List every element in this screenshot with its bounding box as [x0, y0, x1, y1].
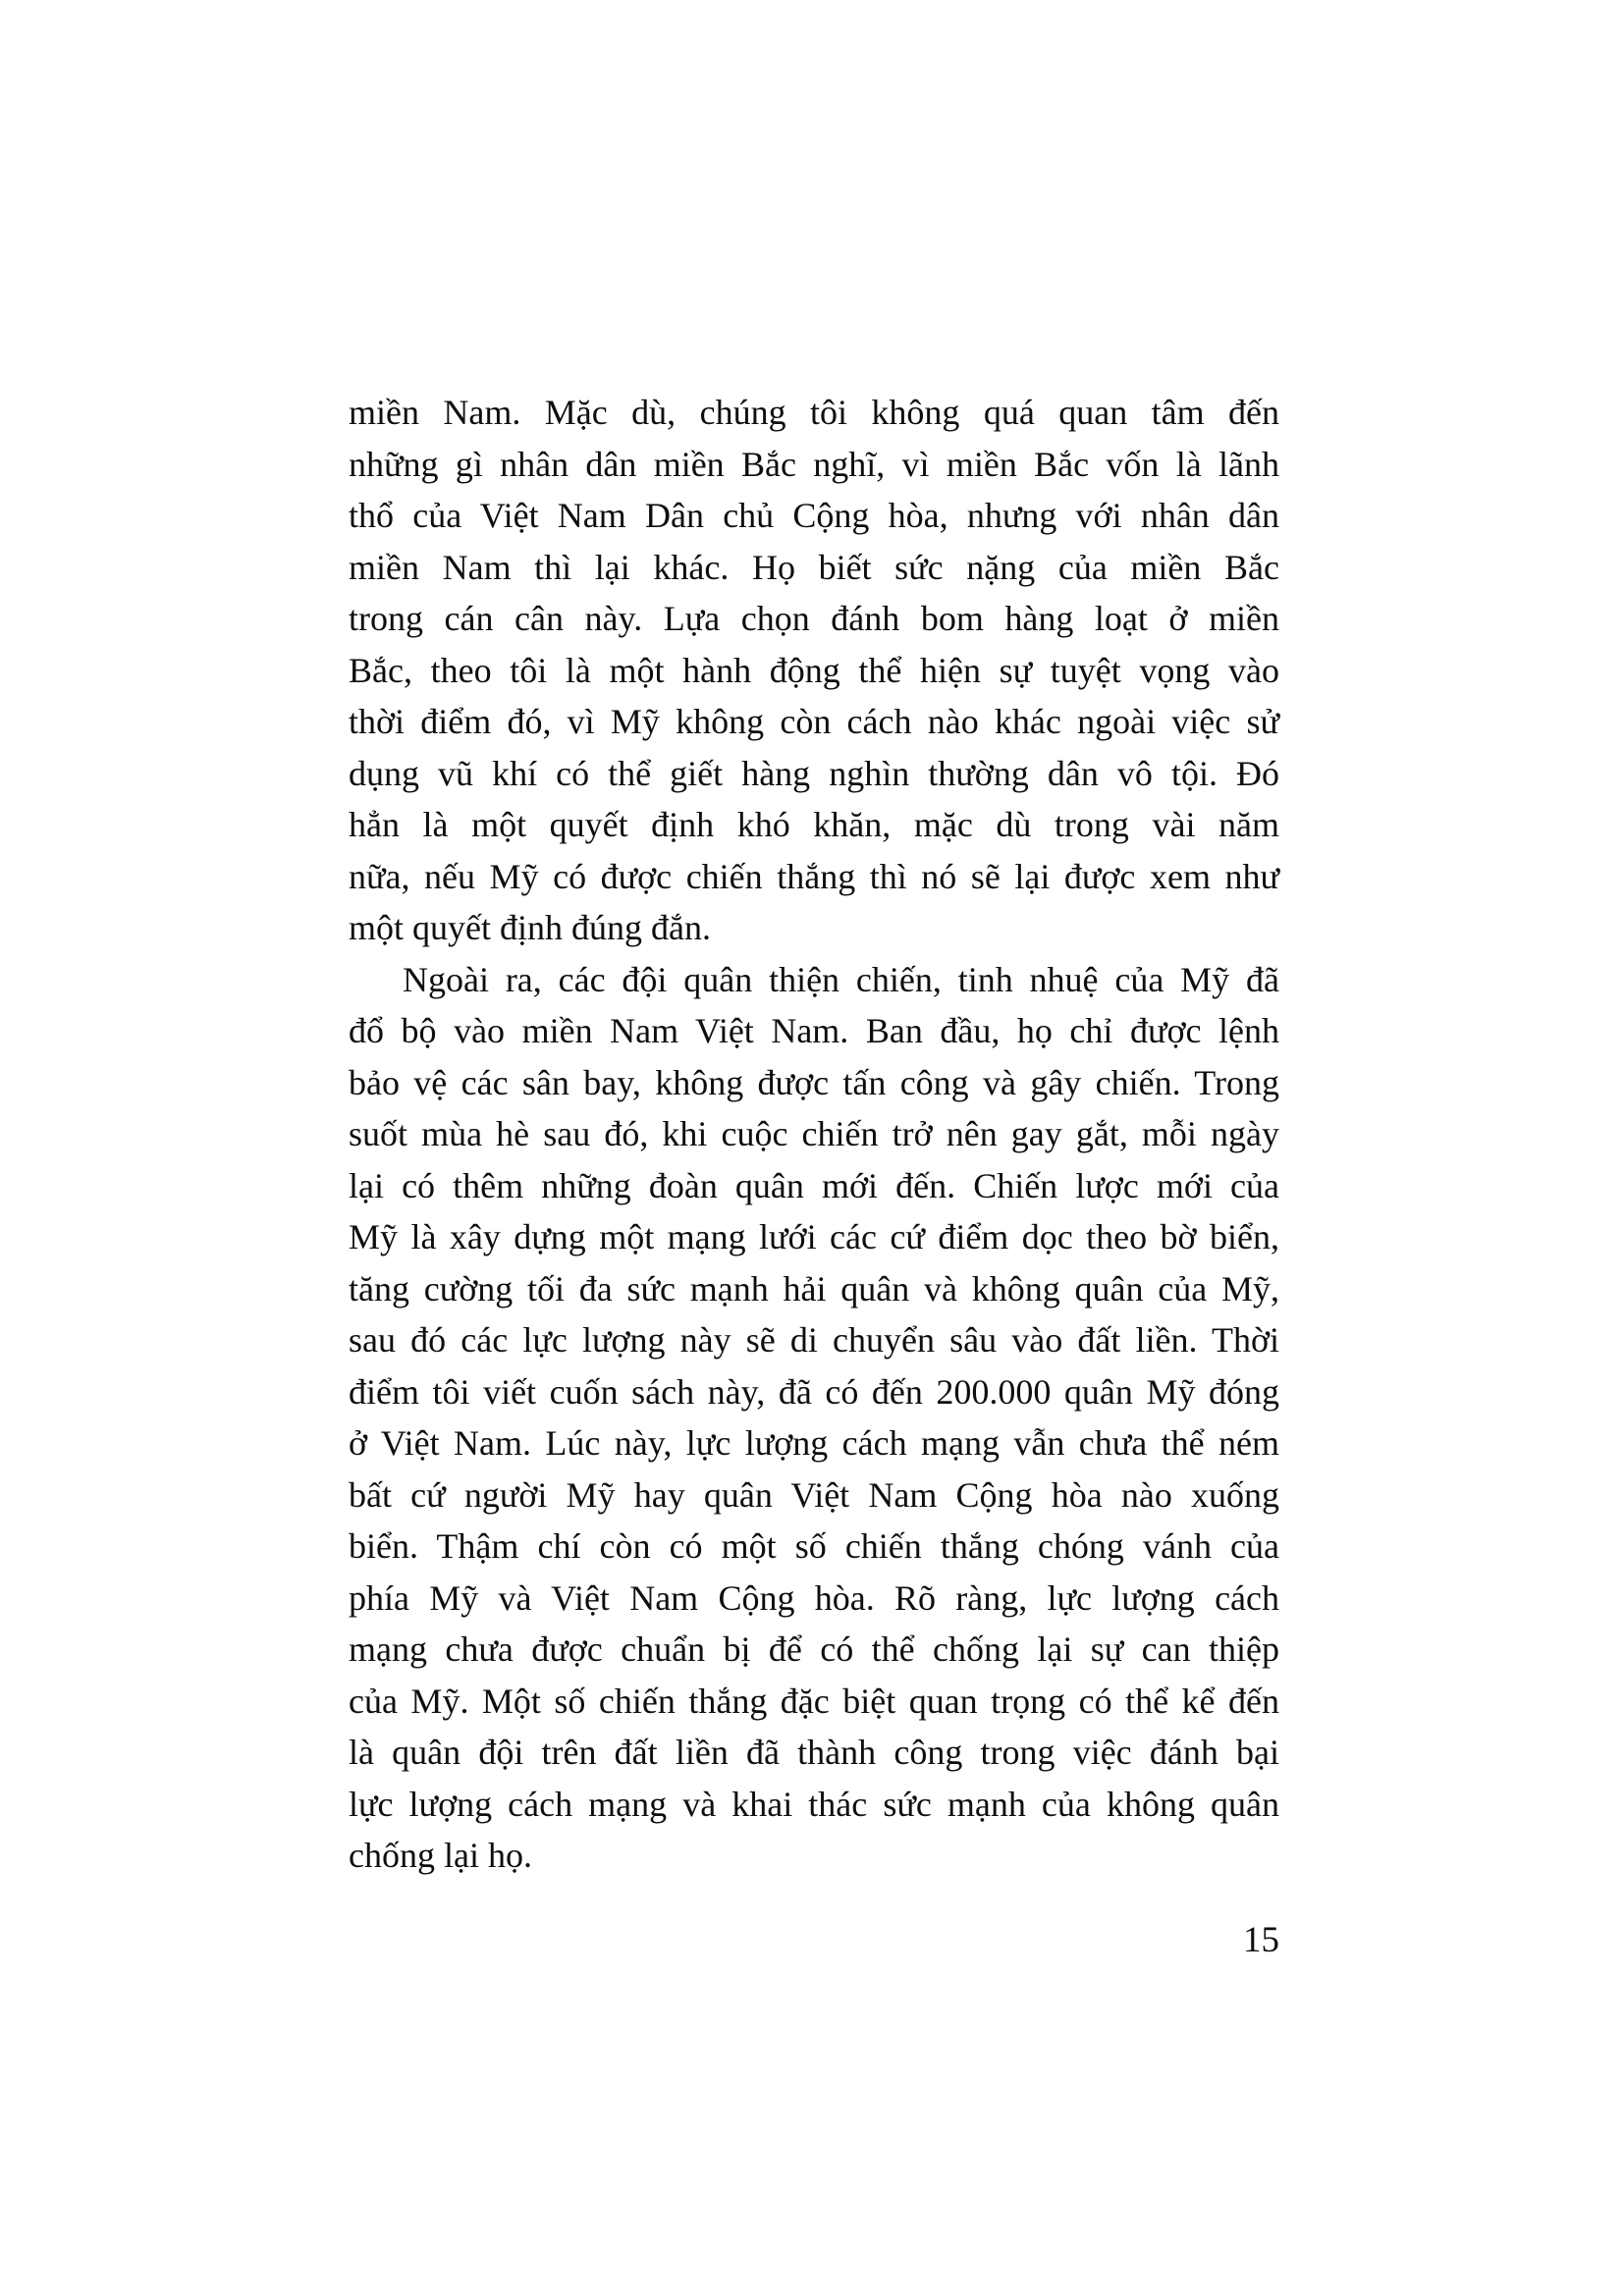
text-line: lực lượng cách mạng và khai thác sức mạnh của không quân [349, 1784, 1279, 1824]
text-line: đổ bộ vào miền Nam Việt Nam. Ban đầu, họ chỉ được lệnh [349, 1011, 1279, 1050]
text-line: mạng chưa được chuẩn bị để có thể chống lại sự can thiệp [349, 1629, 1279, 1669]
text-line: Bắc, theo tôi là một hành động thể hiện sự tuyệt vọng vào [349, 650, 1279, 690]
text-line: thổ của Việt Nam Dân chủ Cộng hòa, nhưng với nhân dân [349, 496, 1279, 535]
text-line: miền Nam thì lại khác. Họ biết sức nặng của miền Bắc [349, 547, 1279, 587]
text-line: chống lại họ. [349, 1836, 532, 1875]
text-line: là quân đội trên đất liền đã thành công trong việc đánh bại [349, 1733, 1279, 1772]
text-line: bảo vệ các sân bay, không được tấn công và gây chiến. Trong [349, 1062, 1279, 1102]
text-line: một quyết định đúng đắn. [349, 908, 711, 947]
text-line: hẳn là một quyết định khó khăn, mặc dù trong vài năm [349, 805, 1279, 844]
text-line: tăng cường tối đa sức mạnh hải quân và không quân của Mỹ, [349, 1268, 1279, 1308]
text-line: nữa, nếu Mỹ có được chiến thắng thì nó sẽ lại được xem như [349, 856, 1279, 896]
text-line: thời điểm đó, vì Mỹ không còn cách nào khác ngoài việc sử [349, 702, 1279, 741]
text-line: điểm tôi viết cuốn sách này, đã có đến 200.000 quân Mỹ đóng [349, 1371, 1279, 1412]
text-line: biển. Thậm chí còn có một số chiến thắng chóng vánh của [349, 1526, 1279, 1566]
text-line: bất cứ người Mỹ hay quân Việt Nam Cộng hòa nào xuống [349, 1474, 1279, 1515]
text-line: Mỹ là xây dựng một mạng lưới các cứ điểm dọc theo bờ biển, [349, 1217, 1279, 1256]
page-text [349, 387, 1279, 1882]
text-line: lại có thêm những đoàn quân mới đến. Chiến lược mới của [349, 1165, 1279, 1205]
text-line: suốt mùa hè sau đó, khi cuộc chiến trở nên gay gắt, mỗi ngày [349, 1114, 1279, 1153]
text-line: ở Việt Nam. Lúc này, lực lượng cách mạng vẫn chưa thể ném [349, 1423, 1279, 1463]
text-line: Ngoài ra, các đội quân thiện chiến, tinh nhuệ của Mỹ đã [403, 959, 1279, 999]
page-number: 15 [1243, 1920, 1279, 1960]
text-line: miền Nam. Mặc dù, chúng tôi không quá quan tâm đến [349, 393, 1279, 432]
text-line: những gì nhân dân miền Bắc nghĩ, vì miền Bắc vốn là lãnh [349, 444, 1279, 484]
text-line: trong cán cân này. Lựa chọn đánh bom hàng loạt ở miền [349, 599, 1279, 638]
text-line: sau đó các lực lượng này sẽ di chuyển sâu vào đất liền. Thời [349, 1320, 1279, 1360]
text-line: của Mỹ. Một số chiến thắng đặc biệt quan trọng có thể kể đến [349, 1681, 1279, 1721]
text-line: phía Mỹ và Việt Nam Cộng hòa. Rõ ràng, lực lượng cách [349, 1577, 1279, 1618]
text-line: dụng vũ khí có thể giết hàng nghìn thường dân vô tội. Đó [349, 753, 1279, 793]
